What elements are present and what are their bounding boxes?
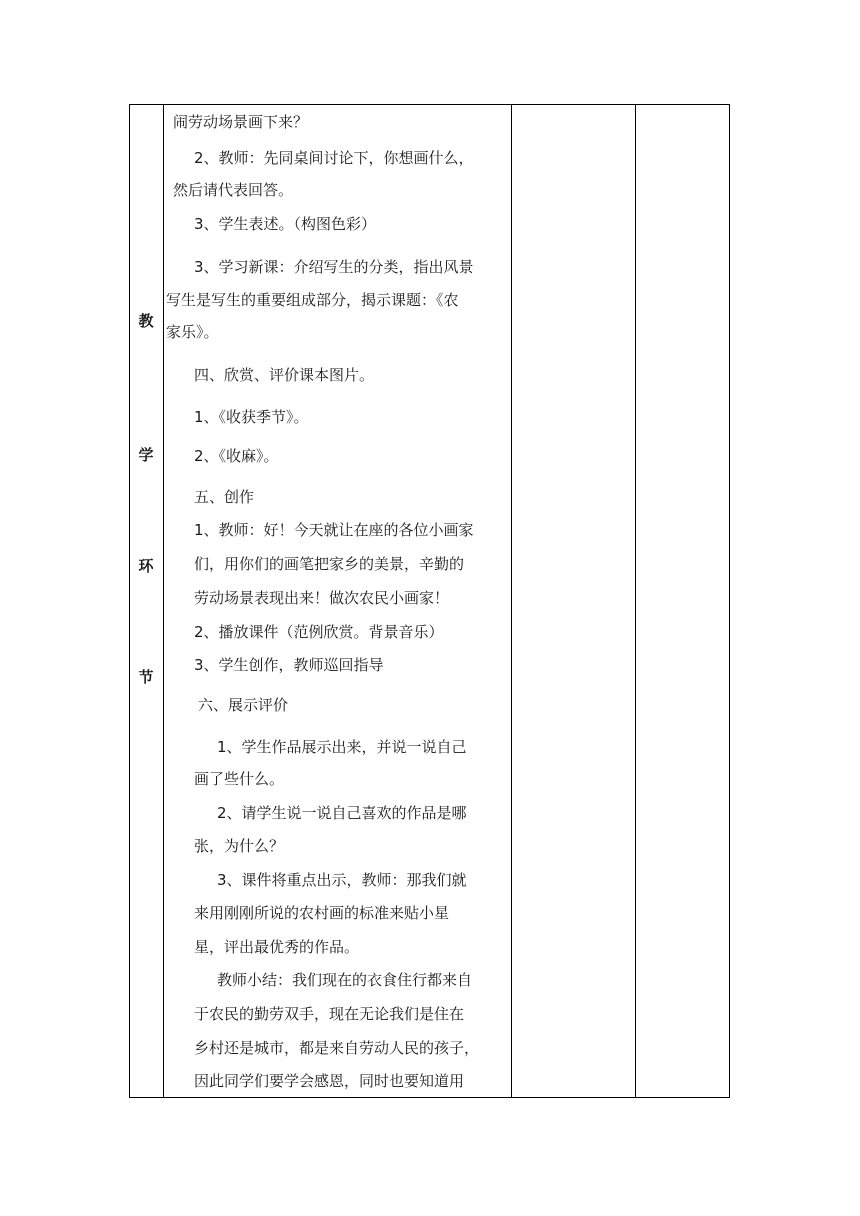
text-line: 3、学习新课：介绍写生的分类，指出风景: [194, 258, 474, 276]
text-line: 2、教师：先同桌间讨论下，你想画什么，: [194, 149, 474, 167]
text-line: 乡村还是城市，都是来自劳动人民的孩子，: [194, 1039, 480, 1057]
text-line: 劳动场景表现出来！做次农民小画家！: [194, 589, 450, 607]
text-line: 张，为什么？: [194, 837, 285, 855]
text-line: 五、创作: [194, 488, 255, 506]
text-line: 于农民的勤劳双手，现在无论我们是住在: [194, 1005, 465, 1023]
side-label-char: 教: [138, 312, 154, 330]
text-line: 3、学生表述。（构图色彩）: [194, 215, 377, 233]
column-divider: [635, 104, 636, 1098]
text-line: 教师小结：我们现在的衣食住行都来自: [217, 971, 473, 989]
column-divider: [511, 104, 512, 1098]
side-label-char: 节: [138, 668, 154, 686]
side-label-char: 环: [138, 557, 154, 575]
text-line: 们，用你们的画笔把家乡的美景，辛勤的: [194, 555, 465, 573]
text-line: 家乐》。: [166, 323, 219, 341]
text-line: 写生是写生的重要组成部分，揭示课题：《农: [166, 291, 459, 309]
column-divider: [163, 104, 164, 1098]
text-line: 1、学生作品展示出来，并说一说自己: [217, 738, 467, 756]
text-line: 来用刚刚所说的农村画的标准来贴小星: [194, 904, 450, 922]
text-line: 画了些什么。: [194, 770, 285, 788]
side-label-char: 学: [138, 446, 154, 464]
text-line: 星，评出最优秀的作品。: [194, 938, 360, 956]
text-line: 因此同学们要学会感恩，同时也要知道用: [194, 1072, 465, 1090]
text-line: 然后请代表回答。: [173, 181, 294, 199]
text-line: 2、请学生说一说自己喜欢的作品是哪: [217, 804, 467, 822]
text-line: 1、教师：好！今天就让在座的各位小画家: [194, 521, 474, 539]
text-line: 3、学生创作，教师巡回指导: [194, 656, 384, 674]
text-line: 闹劳动场景画下来？: [173, 113, 309, 131]
text-line: 2、《收麻》。: [194, 447, 279, 465]
text-line: 四、欣赏、评价课本图片。: [194, 366, 375, 384]
text-line: 2、播放课件（范例欣赏。背景音乐）: [194, 623, 444, 641]
text-line: 3、课件将重点出示，教师：那我们就: [217, 871, 467, 889]
text-line: 六、展示评价: [198, 696, 289, 714]
text-line: 1、《收获季节》。: [194, 408, 309, 426]
